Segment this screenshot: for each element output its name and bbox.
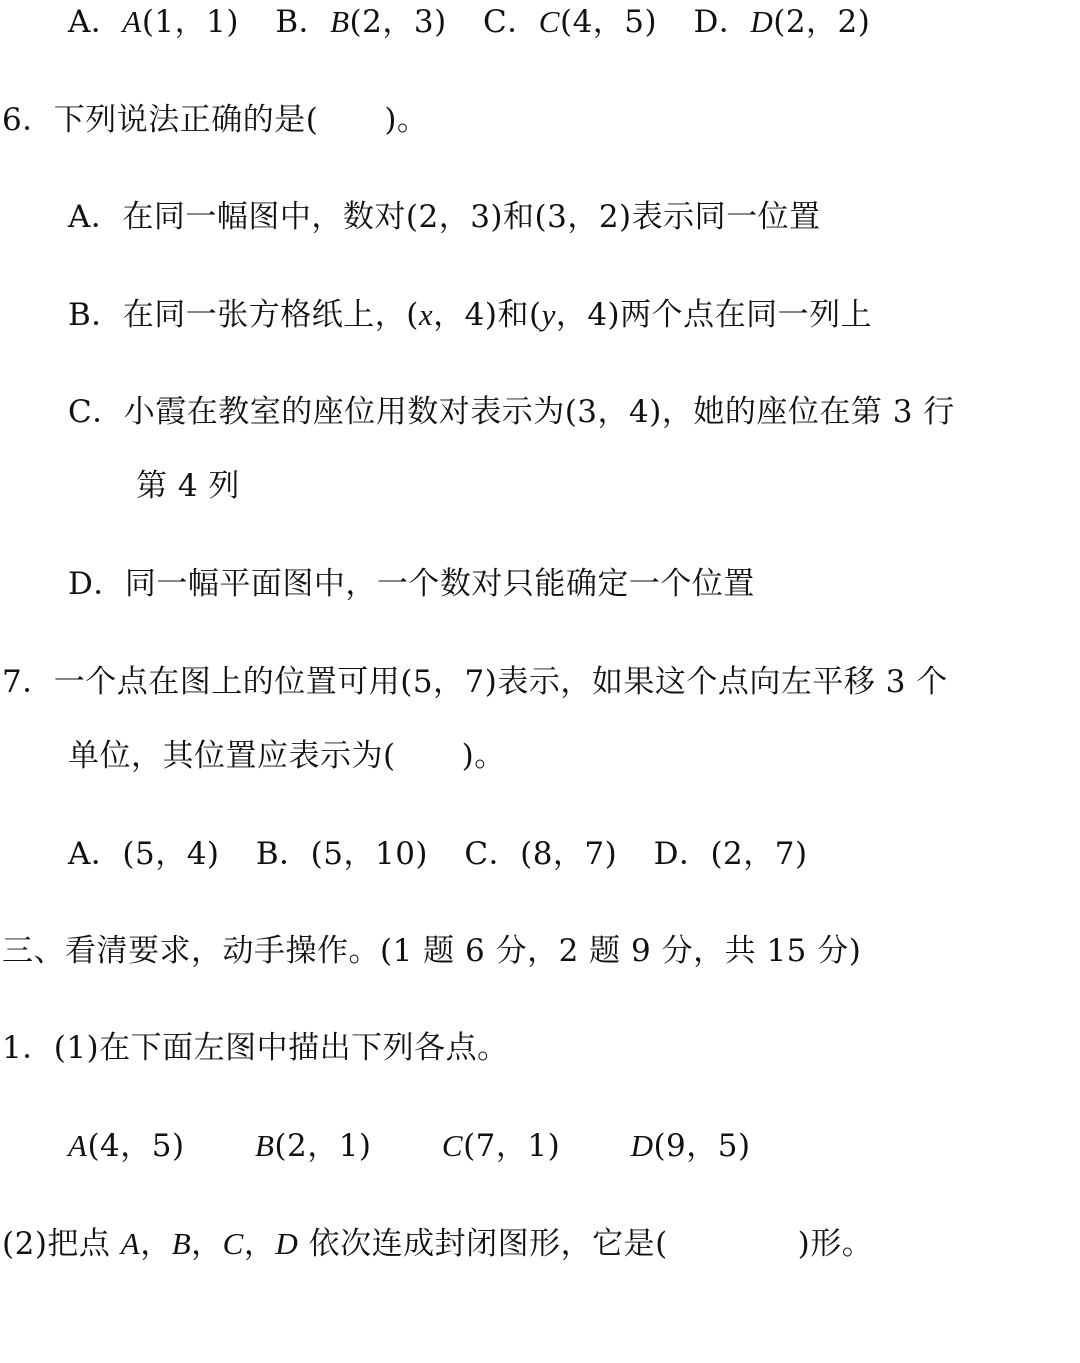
q7-option-c: C．(8，7) [464,836,618,872]
p1-part2-b: B [171,1226,192,1261]
p1-point-c-coords: (7，1) [463,1128,561,1164]
p1-part2-sep2: ， [191,1226,223,1262]
q6-stem [2,100,428,140]
q5-option-b-point: B [330,4,350,39]
q5-option-b-letter: B． [275,4,331,40]
q6-option-b [68,295,872,335]
q5-option-d-coords: (2，2) [773,4,871,40]
q5-option-c-coords: (4，5) [559,4,658,40]
p1-part2-sep3: ， [243,1226,276,1262]
q5-option-d-point: D [750,4,774,39]
q7-option-a: A．(5，4) [68,836,220,872]
q5-option-b-coords: (2，3) [349,4,447,40]
p1-part2-c: C [222,1226,244,1261]
q5-option-a-letter: A． [68,4,123,40]
q6-option-d: D．同一幅平面图中，一个数对只能确定一个位置 [68,566,755,602]
q5-option-a-point: A [122,4,142,39]
q6-option-b-prefix: B．在同一张方格纸上，( [68,297,419,333]
q7-option-d: D．(2，7) [653,836,808,872]
q6-option-a: A．在同一幅图中，数对(2，3)和(3，2)表示同一位置 [68,199,821,235]
p1-part2-suffix: )形。 [797,1226,874,1262]
q6-stem-after: )。 [384,102,429,138]
p1-points-row [68,1126,751,1166]
q6-option-c-line1: C．小霞在教室的座位用数对表示为(3，4)，她的座位在第 3 行 [68,394,955,430]
p1-part2-d: D [275,1226,299,1261]
p1-point-a-label: A [68,1128,88,1163]
p1-part2 [2,1224,873,1264]
q5-option-a-coords: (1，1) [141,4,239,40]
q5-option-c-letter: C． [483,4,539,40]
p1-part2-mid: 依次连成封闭图形，它是( [298,1226,668,1262]
q7-line1: 7．一个点在图上的位置可用(5，7)表示，如果这个点向左平移 3 个 [2,664,948,700]
q7-line2-before: 单位，其位置应表示为( [68,738,396,774]
q6-option-c-line2: 第 4 列 [136,468,240,504]
p1-part2-prefix: (2)把点 [2,1226,121,1262]
p1-stem: 1．(1)在下面左图中描出下列各点。 [2,1030,509,1066]
q6-stem-before: 下列说法正确的是( [53,102,319,138]
p1-point-d-coords: (9，5) [653,1128,751,1164]
q6-option-b-suffix: ，4)两个点在同一列上 [555,297,873,333]
q5-option-c-point: C [538,4,560,39]
p1-point-b-label: B [254,1128,275,1163]
q7-line2-after: )。 [461,738,506,774]
section3-title: 三、看清要求，动手操作。(1 题 6 分，2 题 9 分，共 15 分) [2,933,862,969]
p1-part2-sep1: ， [140,1226,172,1262]
p1-point-c-label: C [441,1128,464,1163]
p1-point-b-coords: (2，1) [274,1128,372,1164]
q5-option-d-letter: D． [693,4,751,40]
q7-option-b: B．(5，10) [255,836,429,872]
p1-part2-a: A [120,1226,141,1261]
p1-point-d-label: D [630,1128,654,1163]
q7-line2 [68,736,506,776]
q6-number: 6． [2,102,54,138]
p1-point-a-coords: (4，5) [87,1128,185,1164]
q7-options-row [68,834,808,874]
q6-option-b-mid: ，4)和( [433,297,542,333]
q6-option-b-x: x [418,297,434,332]
q5-options-row [68,2,870,42]
q6-option-b-y: y [541,297,556,332]
